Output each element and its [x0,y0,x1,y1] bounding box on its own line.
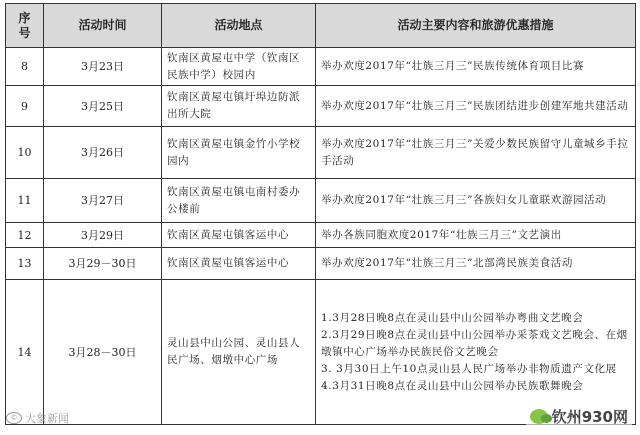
row-place: 钦南区黄屋屯中学（钦南区民族中学）校园内 [162,48,316,86]
events-table [5,3,636,425]
table-row [6,223,636,248]
copyright-icon: © [6,412,22,424]
header-date: 活动时间 [44,4,162,48]
table-row [6,179,636,223]
wechat-icon [530,409,548,424]
watermark-left-text: 大象新闻 [25,412,69,425]
row-activity: 举办欢度2017年“壮族三月三”民族团结进步创建军地共建活动 [316,86,636,127]
row-activity: 举办欢度2017年“壮族三月三”北部湾民族美食活动 [316,248,636,280]
row-activity: 举办欢度2017年“壮族三月三”关爱少数民族留守儿童城乡手拉手活动 [316,127,636,179]
row-number: 12 [6,223,44,248]
activity-list-item: 3. 3月30日上午10点灵山县人民广场举办非物质遗产文化展 [321,362,617,375]
table-row [6,86,636,127]
watermark-left [6,410,69,426]
row-place: 钦南区黄屋屯镇客运中心 [162,223,316,248]
row-activity: 举办欢度2017年“壮族三月三”民族传统体育项目比赛 [316,48,636,86]
row-date: 3月26日 [44,127,162,179]
watermark-right-text: 钦州930网 [551,408,628,426]
row-activity: 举办欢度2017年“壮族三月三”各族妇女儿童联欢游园活动 [316,179,636,223]
activity-list-item: 4.3月31日晚8点在灵山县中山公园举办民族歌舞晚会 [321,379,584,392]
table-row [6,280,636,425]
header-place: 活动地点 [162,4,316,48]
row-number: 8 [6,48,44,86]
row-date: 3月23日 [44,48,162,86]
row-number: 11 [6,179,44,223]
table-row [6,48,636,86]
row-activity: 举办各族同胞欢度2017年“壮族三月三”文艺演出 [316,223,636,248]
row-date: 3月25日 [44,86,162,127]
row-place: 钦南区黄屋屯镇屯南村委办公楼前 [162,179,316,223]
row-date: 3月29日 [44,223,162,248]
activity-list-item: 2.3月29日晚8点在灵山县中山公园举办采茶戏文艺晚会、在烟墩镇中心广场举办民族民俗文艺晚会 [321,328,628,358]
row-number: 10 [6,127,44,179]
row-activity-list-cell [316,280,636,425]
row-place: 钦南区黄屋屯镇圩埠边防派出所大院 [162,86,316,127]
row-date: 3月28－30日 [44,280,162,425]
table-row [6,248,636,280]
row-place: 灵山县中山公园、灵山县人民广场、烟墩中心广场 [162,280,316,425]
header-number: 序 号 [6,4,44,48]
row-number: 14 [6,280,44,425]
table-row [6,127,636,179]
table-header-row [6,4,636,48]
row-number: 13 [6,248,44,280]
header-activity: 活动主要内容和旅游优惠措施 [316,4,636,48]
activity-list-item: 1.3月28日晚8点在灵山县中山公园举办粤曲文艺晚会 [321,311,584,324]
row-place: 钦南区黄屋屯镇客运中心 [162,248,316,280]
watermark-right [526,404,632,429]
row-date: 3月29－30日 [44,248,162,280]
row-date: 3月27日 [44,179,162,223]
activity-list [321,310,630,395]
row-number: 9 [6,86,44,127]
row-place: 钦南区黄屋屯镇金竹小学校园内 [162,127,316,179]
